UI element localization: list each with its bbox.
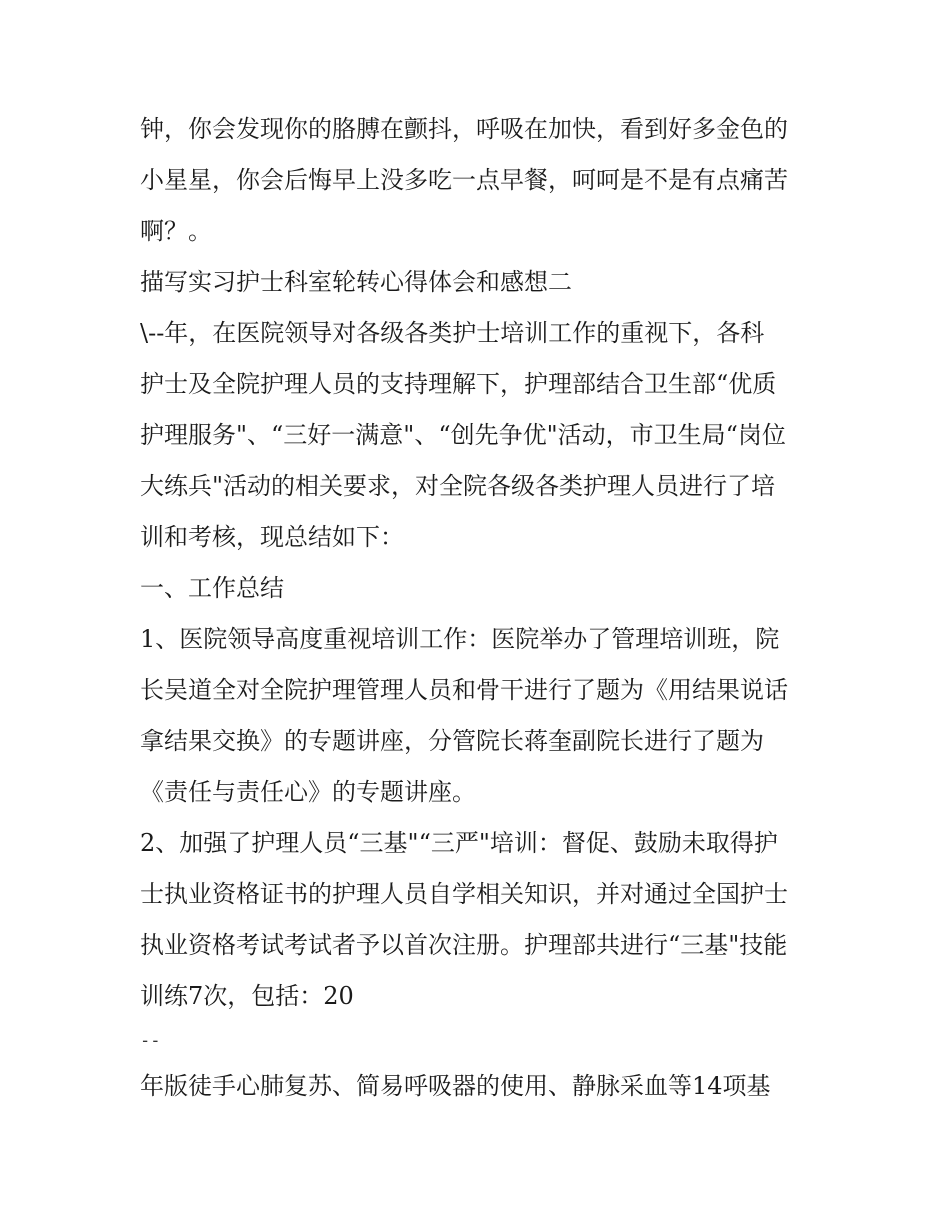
text-line: 年版徒手心肺复苏、简易呼吸器的使用、静脉采血等14项基 <box>140 1072 771 1100</box>
text-line: 护士及全院护理人员的支持理解下，护理部结合卫生部“优质 <box>140 370 777 398</box>
text-line: 《责任与责任心》的专题讲座。 <box>140 778 476 806</box>
text-line: 2、加强了护理人员“三基"“三严"培训：督促、鼓励未取得护 <box>140 829 778 857</box>
text-line: 啊？。 <box>140 217 212 245</box>
text-line: 训练7次，包括：20 <box>140 982 354 1010</box>
text-line: 训和考核，现总结如下： <box>140 523 404 551</box>
text-line: 小星星，你会后悔早上没多吃一点早餐，呵呵是不是有点痛苦 <box>140 166 788 194</box>
text-line: 长吴道全对全院护理管理人员和骨干进行了题为《用结果说话 <box>140 676 788 704</box>
text-line: 拿结果交换》的专题讲座，分管院长蒋奎副院长进行了题为 <box>140 727 764 755</box>
text-line: 钟，你会发现你的胳膊在颤抖，呼吸在加快，看到好多金色的 <box>140 115 788 143</box>
text-line: \--年，在医院领导对各级各类护士培训工作的重视下，各科 <box>140 319 765 347</box>
text-line: 执业资格考试考试者予以首次注册。护理部共进行“三基"技能 <box>140 931 788 959</box>
text-line: 1、医院领导高度重视培训工作：医院举办了管理培训班，院 <box>140 625 780 653</box>
separator-text: -- <box>140 1031 161 1051</box>
subsection-heading: 一、工作总结 <box>140 574 284 602</box>
text-line: 士执业资格证书的护理人员自学相关知识，并对通过全国护士 <box>140 880 788 908</box>
text-line: 护理服务"、“三好一满意"、“创先争优"活动，市卫生局“岗位 <box>140 421 786 449</box>
section-heading: 描写实习护士科室轮转心得体会和感想二 <box>140 268 572 296</box>
text-line: 大练兵"活动的相关要求，对全院各级各类护理人员进行了培 <box>140 472 776 500</box>
